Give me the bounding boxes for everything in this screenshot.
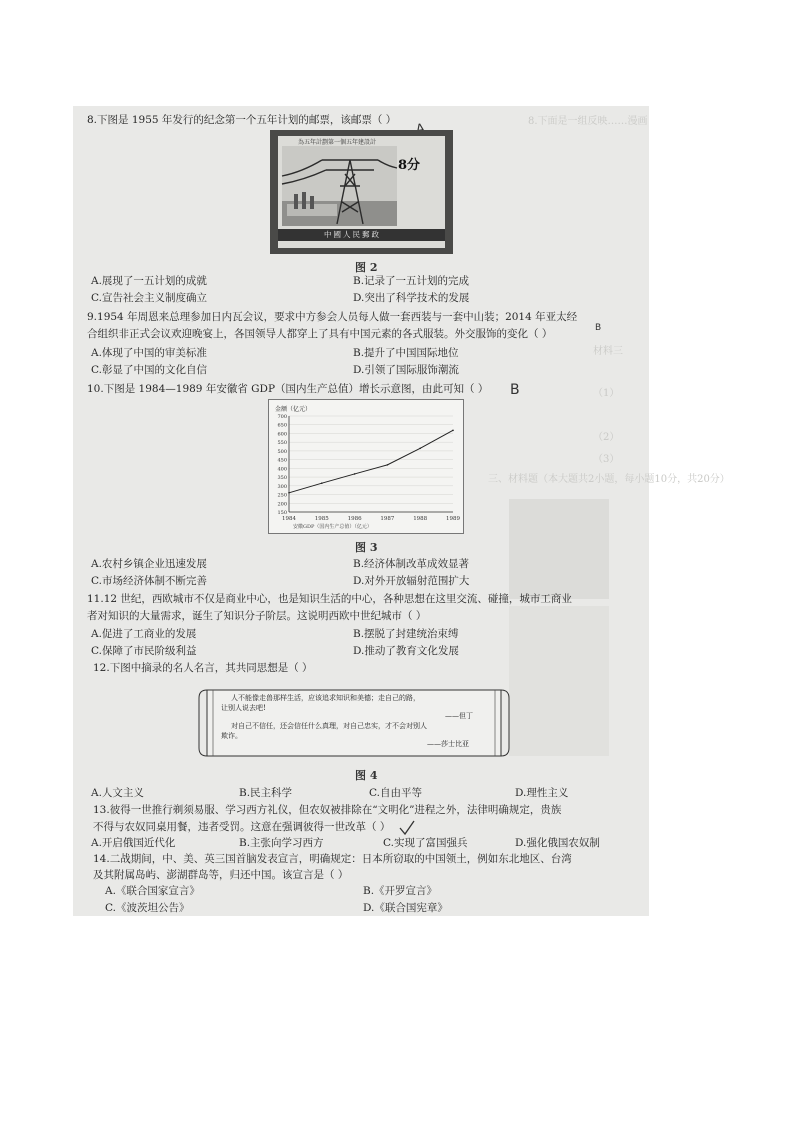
chart-plot — [269, 400, 463, 533]
handwritten-answer-mark: B — [510, 382, 520, 398]
option-c: C.保障了市民阶级利益 — [91, 645, 197, 657]
quote-shakespeare: 对自己不信任，还会信任什么真理，对自己忠实，才不会对别人 — [231, 722, 427, 730]
bleed-through-text: 8.下面是一组反映……漫画 — [528, 116, 648, 127]
y-tick-label: 500 — [277, 448, 287, 455]
x-tick-label: 1984 — [282, 516, 296, 522]
quote-dante: 人不能像走兽那样生活，应该追求知识和美德；走自己的路， — [231, 694, 420, 702]
question-14-stem: 14.二战期间，中、美、英三国首脑发表宣言，明确规定：日本所窃取的中国领土，例如东北地区、台湾 — [93, 853, 572, 865]
option-d: D.突出了科学技术的发展 — [353, 292, 470, 304]
option-b: B.摆脱了封建统治束缚 — [353, 628, 459, 640]
chart-title: 金额（亿元） — [275, 406, 312, 413]
option-c: C.《波茨坦公告》 — [105, 902, 190, 914]
option-a: A.《联合国家宣言》 — [105, 885, 200, 897]
option-d: D.引领了国际服饰潮流 — [353, 364, 459, 376]
handwritten-check-mark — [397, 818, 417, 838]
y-tick-label: 300 — [277, 483, 287, 490]
option-d: D.强化俄国农奴制 — [515, 837, 600, 849]
option-c: C.实现了富国强兵 — [383, 837, 468, 849]
x-tick-label: 1986 — [347, 516, 362, 522]
option-d: D.《联合国宪章》 — [363, 902, 448, 914]
bleed-through-text: （3） — [593, 454, 620, 465]
x-tick-label: 1989 — [446, 516, 460, 522]
handwritten-answer-mark: B — [595, 323, 602, 333]
option-a: A.展现了一五计划的成就 — [91, 275, 207, 287]
option-a: A.体现了中国的审美标准 — [91, 347, 207, 359]
y-tick-label: 550 — [277, 440, 287, 447]
option-c: C.彰显了中国的文化自信 — [91, 364, 207, 376]
y-tick-label: 650 — [277, 422, 287, 429]
exam-page-photo — [73, 106, 730, 916]
gdp-line-chart — [268, 399, 464, 534]
figure-caption: 图 4 — [355, 769, 378, 782]
data-point — [387, 464, 389, 466]
bleed-through-image — [509, 606, 609, 756]
question-14-stem: 及其附属岛屿、澎湖群岛等，归还中国。该宣言是（ ） — [93, 869, 349, 881]
bleed-through-text: （2） — [593, 432, 620, 443]
gdp-series-line — [289, 430, 453, 492]
question-11-stem: 者对知识的大量需求，诞生了知识分子阶层。这说明西欧中世纪城市（ ） — [87, 610, 427, 622]
data-point — [419, 447, 421, 449]
question-13-stem: 13.彼得一世推行剃须易服、学习西方礼仪，但农奴被排除在“文明化”进程之外，法律明确规定，贵族 — [93, 804, 562, 816]
y-tick-label: 200 — [277, 501, 287, 508]
option-c: C.市场经济体制不断完善 — [91, 575, 207, 587]
option-b: B.《开罗宣言》 — [363, 885, 438, 897]
question-12-stem: 12.下图中摘录的名人名言，其共同思想是（ ） — [93, 662, 313, 674]
power-pylon-illustration — [282, 146, 397, 226]
data-point — [452, 430, 454, 432]
figure-caption: 图 2 — [355, 261, 378, 274]
option-b: B.主张向学习西方 — [239, 837, 324, 849]
chart-legend: 安徽GDP（国内生产总值）（亿元） — [293, 524, 372, 530]
figure-caption: 图 3 — [355, 541, 378, 554]
commemorative-stamp-image — [270, 130, 453, 254]
bleed-through-text: 三、材料题（本大题共2小题，每小题10分，共20分） — [488, 474, 730, 485]
option-b: B.民主科学 — [239, 787, 293, 799]
y-tick-label: 350 — [277, 475, 287, 482]
bleed-through-image — [509, 499, 609, 599]
y-tick-label: 600 — [277, 431, 287, 438]
option-a: A.农村乡镇企业迅速发展 — [91, 558, 207, 570]
option-a: A.开启俄国近代化 — [91, 837, 176, 849]
y-tick-label: 450 — [277, 457, 287, 464]
option-a: A.促进了工商业的发展 — [91, 628, 197, 640]
y-tick-label: 150 — [277, 510, 287, 516]
question-9-stem: 合组织非正式会议欢迎晚宴上，各国领导人都穿上了具有中国元素的各式服装。外交服饰的变化（ ） — [87, 328, 553, 340]
stamp-top-text: 為五年計劃第一個五年建設計 — [298, 139, 377, 146]
data-point — [321, 482, 323, 484]
data-point — [288, 492, 290, 494]
x-tick-label: 1985 — [314, 516, 329, 522]
option-d: D.推动了教育文化发展 — [353, 645, 459, 657]
quote-author-dante: ——但丁 — [445, 712, 473, 720]
question-8-stem: 8.下图是 1955 年发行的纪念第一个五年计划的邮票，该邮票（ ） — [87, 114, 397, 126]
option-a: A.人文主义 — [91, 787, 144, 799]
option-d: D.对外开放辐射范围扩大 — [353, 575, 470, 587]
question-13-stem: 不得与农奴同桌用餐，违者受罚。这意在强调彼得一世改革（ ） — [93, 821, 391, 833]
y-tick-label: 250 — [277, 492, 287, 499]
option-c: C.宣告社会主义制度确立 — [91, 292, 207, 304]
stamp-value: 8分 — [398, 158, 421, 173]
option-b: B.提升了中国国际地位 — [353, 347, 459, 359]
option-d: D.理性主义 — [515, 787, 569, 799]
y-tick-label: 400 — [277, 466, 287, 473]
bleed-through-text: 材料三 — [593, 346, 623, 357]
y-tick-label: 700 — [277, 414, 287, 420]
option-b: B.经济体制改革成效显著 — [353, 558, 470, 570]
quote-dante: 让别人说去吧! — [221, 704, 266, 712]
quote-shakespeare: 欺诈。 — [221, 732, 242, 740]
quote-author-shakespeare: ——莎士比亚 — [427, 740, 469, 748]
x-tick-label: 1988 — [413, 516, 428, 522]
bleed-through-text: （1） — [593, 388, 620, 399]
data-point — [354, 473, 356, 475]
stamp-bottom-text: 中國人民郵政 — [324, 230, 381, 239]
option-c: C.自由平等 — [369, 787, 422, 799]
question-11-stem: 11.12 世纪，西欧城市不仅是商业中心，也是知识生活的中心，各种思想在这里交流、碰撞，城市工商业 — [87, 593, 572, 605]
x-tick-label: 1987 — [380, 516, 395, 522]
question-10-stem: 10.下图是 1984—1989 年安徽省 GDP（国内生产总值）增长示意图，由此可知（ ） — [87, 383, 489, 395]
option-b: B.记录了一五计划的完成 — [353, 275, 470, 287]
question-9-stem: 9.1954 年周恩来总理参加日内瓦会议，要求中方参会人员每人做一套西装与一套中山装；2014 年亚太经 — [87, 311, 578, 323]
quotation-scroll-figure — [199, 684, 509, 762]
